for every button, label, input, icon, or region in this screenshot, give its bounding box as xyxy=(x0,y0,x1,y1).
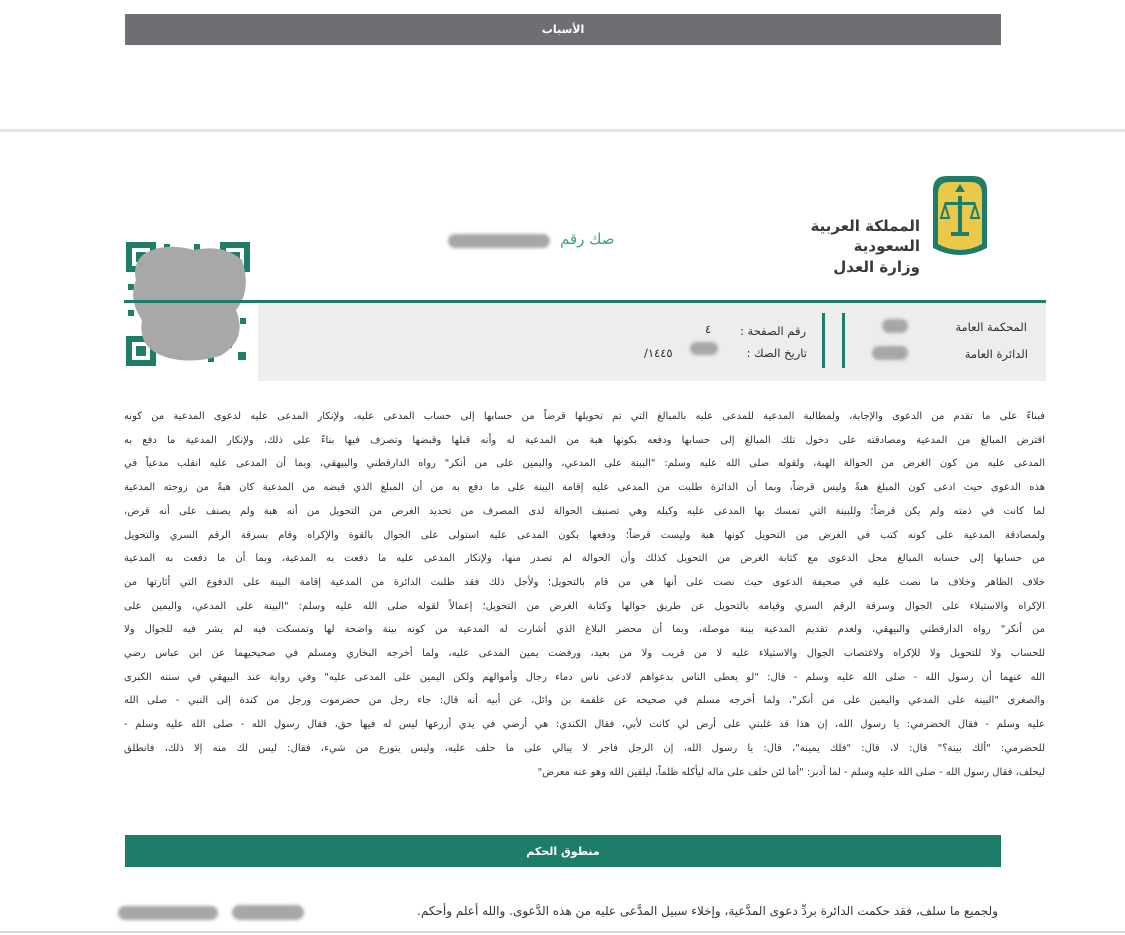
qr-code-icon xyxy=(124,240,252,368)
circuit-label: الدائرة العامة xyxy=(964,347,1028,361)
verdict-section-label: منطوق الحكم xyxy=(526,844,600,858)
redacted-signature-a xyxy=(118,906,218,920)
body-line: المدعى عليه من كون الغرض من الحوالة الهبة، ولقوله صلى الله عليه وسلم: "البينة على المدعي، واليمين على من أنكر" رواه الدارقطني والبيهقي، وبما أن المدعى عليه انقلب مدعياً في xyxy=(124,458,1045,470)
deed-date-value: ١٤٤٥/ xyxy=(644,346,673,360)
redacted-court-name xyxy=(882,319,908,333)
ministry-emblem-icon xyxy=(927,170,993,260)
reasons-body xyxy=(124,405,1045,784)
info-divider-right xyxy=(842,313,845,368)
body-line: والصغرى "البينة على المدعي واليمين على من أنكر"، ولما أخرجه مسلم في صحيحه عن علقمة بن وائل، عن أبيه أنه قال: جاء رجل من حضرموت ورجل من كندة إلى النبي - صلى الله xyxy=(124,695,1045,707)
body-line: للحساب ولا للتحويل ولا للإكراه ولاغتصاب الجوال والاستيلاء عليه لا من قريب ولا من بعيد، ورفضت يمين المدعى عليه، ولما أخرجه البخاري ومسلم في صحيحيهما عن ابن عباس رضي xyxy=(124,648,1045,660)
redacted-deed-date xyxy=(690,342,718,355)
body-line: للحضرمي: "ألك بينة؟" قال: لا، قال: "فلك يمينه"، قال: يا رسول الله، إن الرجل فاجر لا يبالي على ما حلف عليه، وليس يتورع من شيء، فقال: ليس لك منه إلا ذلك، فانطلق xyxy=(124,742,1045,754)
body-line: اقترض المبالغ من المدعية ومصادقته على دخول تلك المبالغ إلى حسابها ودفعه بكونها هبة من المدعية له وأنه قبلها وقبضها وتصرف فيها بناءً على ذلك، ولإنكار المدعية ما دفع به xyxy=(124,434,1045,446)
page-number-value: ٤ xyxy=(705,322,712,336)
redacted-signature-b xyxy=(232,905,304,920)
body-line: عليه وسلم - فقال الحضرمي: يا رسول الله، إن هذا قد غلبني على أرض لي كانت لأبي، فقال الكندي: هي أرضي في يدي أزرعها ليس له فيها حق، فقال رسول الله - صلى الله عليه وسلم - xyxy=(124,719,1045,731)
body-line: هذه الدعوى حيث ادعى كون المبلغ هبةً وليس قرضاً، وبما أن الدائرة طلبت من المدعى عليه إقامة البينة على ما دفع به من أن المبلغ الذي قبضه من المدعية كان هبةً من زوجته المدعية xyxy=(124,482,1045,494)
page-bottom-edge xyxy=(0,931,1125,933)
redacted-circuit-name xyxy=(872,346,908,360)
redacted-deed-number xyxy=(448,234,550,248)
body-line: ولمصادقة المدعية على كونه كتب في الغرض من التحويل كونها هبة وليست قرضاً؛ ودفعها بكون المدعى عليه استولى على الجوال بالقوة والإكراه وقام بسرقة الرقم السري والتحويل xyxy=(124,529,1045,541)
body-line: فبناءً على ما تقدم من الدعوى والإجابة، ولمطالبة المدعية للمدعى عليه بالمبالغ التي تم تحويلها قرضاً من حسابها إلى حساب المدعى عليه، ولإنكار المدعى عليه لدعوى المدعية من كونه xyxy=(124,411,1045,422)
reasons-section-label: الأسباب xyxy=(541,23,585,36)
page-separator xyxy=(0,129,1125,132)
verdict-text: ولجميع ما سلف، فقد حكمت الدائرة بردِّ دعوى المدَّعية، وإخلاء سبيل المدَّعى عليه من هذه الدَّعوى. والله أعلم وأحكم. xyxy=(417,904,998,918)
ministry-name: وزارة العدل xyxy=(833,258,920,276)
reasons-section-bar xyxy=(125,14,1001,45)
body-line: الإكراه والاستيلاء على الجوال وسرقة الرقم السري وقيامه بالتحويل عن طريق جوالها وكتابة الغرض من التحويل؛ إعمالاً لقوله صلى الله عليه وسلم: "البينة على المدعي، واليمين على xyxy=(124,600,1045,612)
court-label: المحكمة العامة xyxy=(955,320,1027,334)
page-number-label: رقم الصفحة : xyxy=(740,324,806,338)
body-line: من حسابها إلى حسابه المبالغ محل الدعوى مع كتابة الغرض من التحويل كذلك وأن الحوالة لم تصدر منها، ولإنكار المدعى عليه ما دفعت به المدعية، وبما أن ما دفعت به المدعية xyxy=(124,553,1045,565)
body-line: ليحلف، فقال رسول الله - صلى الله عليه وسلم - لما أدبر: "أما لئن حلف على ماله ليأكله ظلماً، ليلقين الله وهو عنه معرض" xyxy=(537,766,1045,778)
body-line: لما كانت في ذمته ولم يكن قرضاً؛ وللبينة التي تمسك بها المدعى عليه وكيله وهي تصنيف الحوالة لدى المصرف من تحديد الغرض من التحويل من أنه هبة ولم يصنف على أنه قرض، xyxy=(124,505,1045,517)
deed-number-label: صك رقم xyxy=(560,230,615,248)
deed-date-label: تاريخ الصك : xyxy=(746,346,807,360)
body-line: خلاف الظاهر وخلاف ما نصت عليه في صحيفة الدعوى حيث نصت على أنها هي من قام بالتحويل؛ ولأجل ذلك فقد طلبت الدائرة من المدعية إقامة البينة على الدفوع التي أثارتها من xyxy=(124,576,1045,588)
info-divider-left xyxy=(822,313,825,368)
kingdom-name: المملكة العربية السعودية xyxy=(810,217,920,255)
verdict-section-bar xyxy=(125,835,1001,867)
ministry-header xyxy=(740,216,920,278)
body-line: من أنكر" رواه الدارقطني والبيهقي، ولعدم تقديم المدعية بينة موصلة، وبما أن محضر البلاغ الذي أشارت له المدعية من كونه بينة واضحة لها وتمسكت فيه لم يشر فيه للجوال ولا xyxy=(124,624,1045,636)
body-line: الله عنهما أن رسول الله - صلى الله عليه وسلم - قال: "لو يعطى الناس بدعواهم لادعى ناس دماء رجال وأموالهم ولكن اليمين على المدعى عليه" وفي رواية عند البيهقي في سننه الكبرى xyxy=(124,671,1045,683)
case-info-panel xyxy=(258,303,1046,381)
